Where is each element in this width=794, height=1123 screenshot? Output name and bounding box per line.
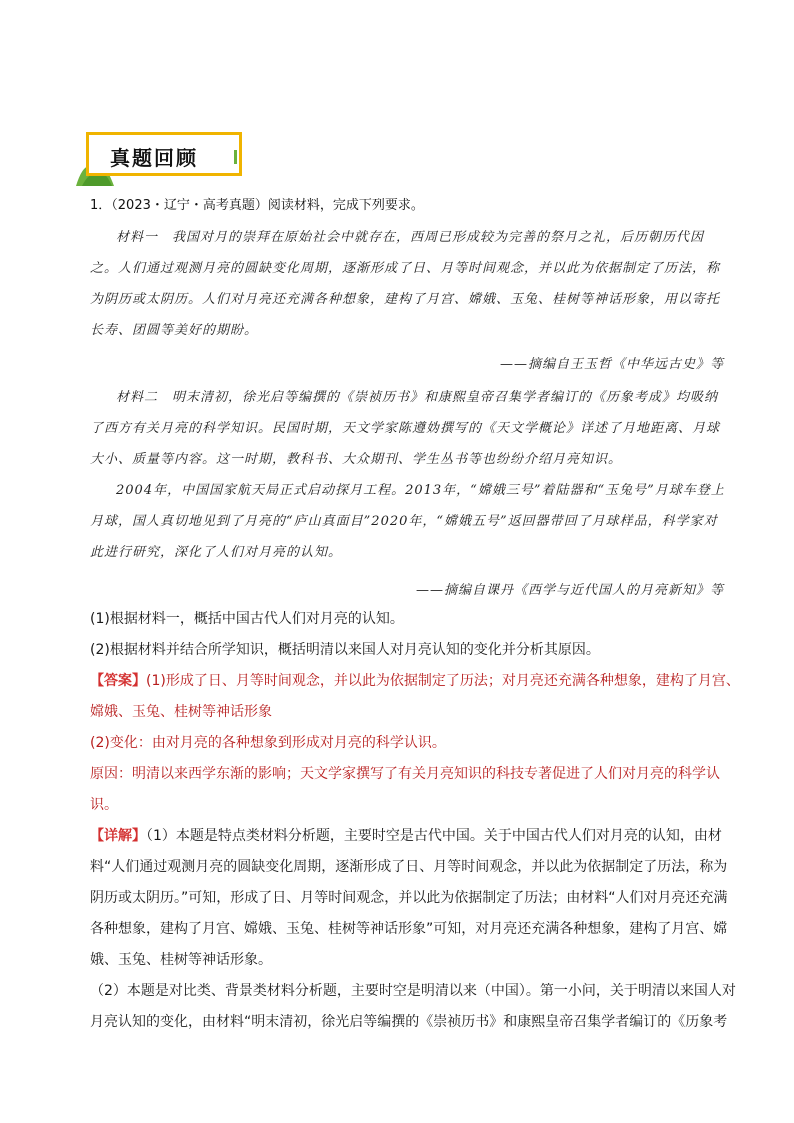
answer-2: (2)变化：由对月亮的各种想象到形成对月亮的科学认识。: [90, 735, 446, 751]
material-two-source: ——摘编自课丹《西学与近代国人的月亮新知》等: [415, 583, 724, 598]
question-stem: 1．（2023・辽宁・高考真题）阅读材料，完成下列要求。: [90, 198, 424, 213]
material-two-text-2: 2004年，中国国家航天局正式启动探月工程。2013年，“嫦娥三号”着陆器和“玉兔号”月球车登上月球，国人真切地见到了月亮的“庐山真面目”2020年，“嫦娥五号”返回器带回了月球样品，科学家对此进行研究，深化了人们对月亮的认知。: [90, 483, 725, 560]
task-1: (1)根据材料一，概括中国古代人们对月亮的认知。: [90, 611, 404, 627]
answer-tag: 【答案】: [90, 673, 146, 689]
detail-1: 【详解】（1）本题是特点类材料分析题，主要时空是古代中国。关于中国古代人们对月亮的认知，由材料“人们通过观测月亮的圆缺变化周期，逐渐形成了日、月等时间观念，并以此为依据制定了历法，称为阴历或太阴历。”可知，形成了日、月等时间观念，并以此为依据制定了历法；由材料“人们对月亮还充满各种想象，建构了月宫、嫦娥、玉兔、桂树等神话形象”可知，对月亮还充满各种想象，建构了月宫、嫦娥、玉兔、桂树等神话形象。: [90, 828, 728, 968]
answer-1: 【答案】(1)形成了日、月等时间观念，并以此为依据制定了历法；对月亮还充满各种想象，建构了月宫、嫦娥、玉兔、桂树等神话形象: [90, 673, 740, 720]
section-badge: [76, 130, 246, 186]
material-two-text: 材料二 明末清初，徐光启等编撰的《崇祯历书》和康熙皇帝召集学者编订的《历象考成》均吸纳了西方有关月亮的科学知识。民国时期，天文学家陈遵妫撰写的《天文学概论》详述了月地距离、月球大小、质量等内容。这一时期，教科书、大众期刊、学生丛书等也纷纷介绍月亮知识。: [90, 390, 721, 467]
detail-2: （2）本题是对比类、背景类材料分析题，主要时空是明清以来（中国）。第一小问，关于明清以来国人对月亮认知的变化，由材料“明末清初，徐光启等编撰的《崇祯历书》和康熙皇帝召集学者编订的《历象考: [90, 983, 736, 1030]
badge-accent: [234, 150, 237, 164]
material-one: [90, 222, 726, 346]
section-title: 真题回顾: [110, 146, 198, 170]
material-one-text: 材料一 我国对月的崇拜在原始社会中就存在，西周已形成较为完善的祭月之礼，后历朝历代因之。人们通过观测月亮的圆缺变化周期，逐渐形成了日、月等时间观念，并以此为依据制定了历法，称为阴历或太阴历。人们对月亮还充满各种想象，建构了月宫、嫦娥、玉兔、桂树等神话形象，用以寄托长寿、团圆等美好的期盼。: [90, 230, 721, 338]
material-one-source: ——摘编自王玉哲《中华远古史》等: [499, 357, 724, 372]
answer-3: 原因：明清以来西学东渐的影响；天文学家撰写了有关月亮知识的科技专著促进了人们对月亮的科学认识。: [90, 766, 720, 813]
material-two: [90, 382, 726, 568]
tasks: [90, 604, 740, 1038]
detail-tag: 【详解】: [90, 828, 146, 844]
task-2: (2)根据材料并结合所学知识，概括明清以来国人对月亮认知的变化并分析其原因。: [90, 642, 600, 658]
